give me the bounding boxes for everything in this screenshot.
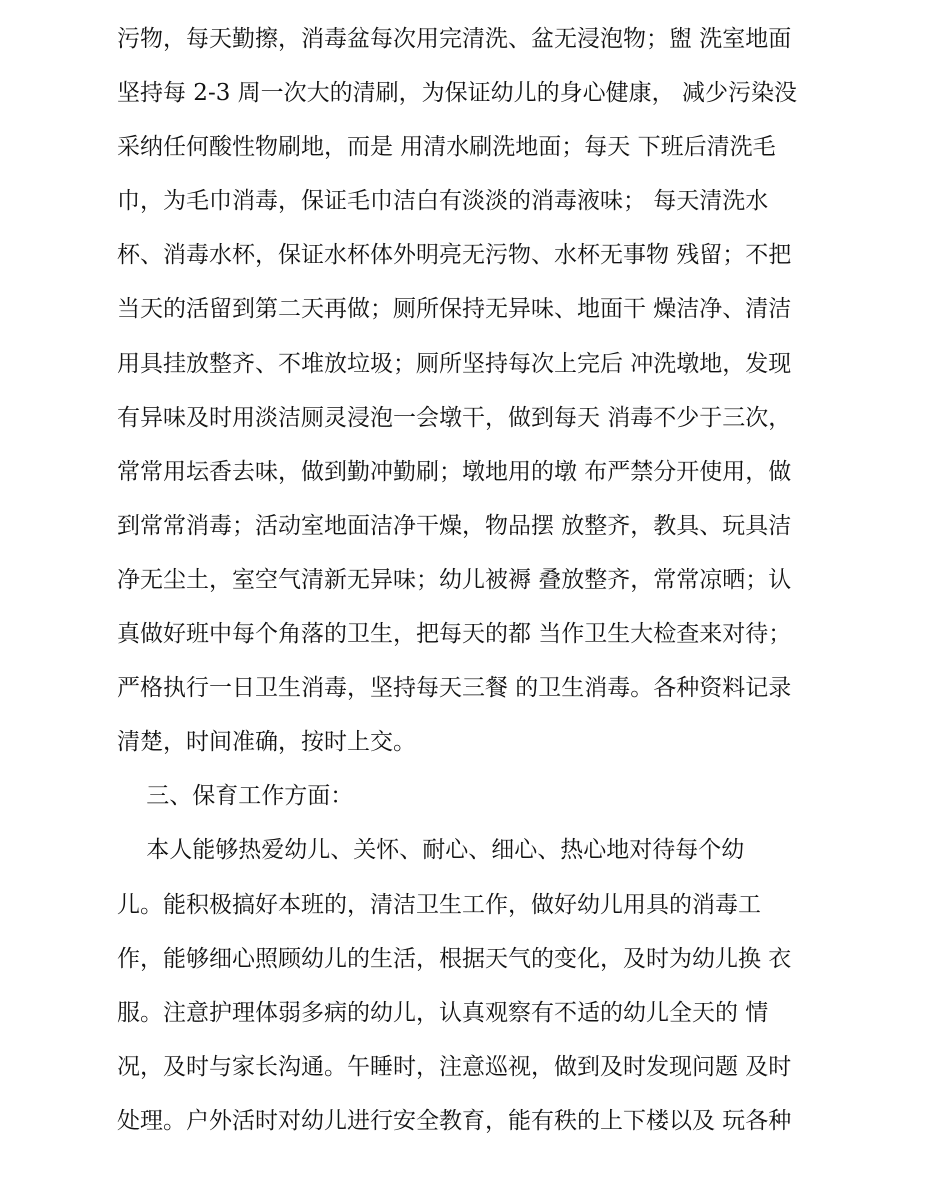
- text-line: 服。注意护理体弱多病的幼儿，认真观察有不适的幼儿全天的 情: [117, 999, 769, 1026]
- text-line: 用具挂放整齐、不堆放垃圾；厕所坚持每次上完后 冲洗墩地，发现: [117, 350, 792, 377]
- text-line: 作，能够细心照顾幼儿的生活，根据天气的变化，及时为幼儿换 衣: [117, 945, 792, 972]
- text-line: 有异味及时用淡洁厕灵浸泡一会墩干，做到每天 消毒不少于三次，: [117, 404, 792, 431]
- text-line: 严格执行一日卫生消毒，坚持每天三餐 的卫生消毒。各种资料记录: [117, 675, 792, 702]
- text-line: 真做好班中每个角落的卫生，把每天的都 当作卫生大检查来对待；: [117, 621, 792, 648]
- text-line: 清楚，时间准确，按时上交。: [117, 729, 416, 756]
- section-heading: 三、保育工作方面：: [117, 783, 354, 810]
- text-line: 采纳任何酸性物刷地，而是 用清水刷洗地面；每天 下班后清洗毛: [117, 134, 776, 161]
- text-line: 巾，为毛巾消毒，保证毛巾洁白有淡淡的消毒液味； 每天清洗水: [117, 188, 769, 215]
- text-line: 当天的活留到第二天再做；厕所保持无异味、地面干 燥洁净、清洁: [117, 296, 792, 323]
- text-line: 处理。户外活时对幼儿进行安全教育，能有秩的上下楼以及 玩各种: [117, 1107, 792, 1134]
- text-line: 况，及时与家长沟通。午睡时，注意巡视，做到及时发现问题 及时: [117, 1053, 792, 1080]
- text-line: 坚持每 2-3 周一次大的清刷，为保证幼儿的身心健康， 减少污染没: [117, 80, 797, 107]
- body-text: [117, 12, 847, 1148]
- text-line: 本人能够热爱幼儿、关怀、耐心、细心、热心地对待每个幼: [117, 837, 745, 864]
- text-line: 污物，每天勤擦，消毒盆每次用完清洗、盆无浸泡物；盥 洗室地面: [117, 26, 792, 52]
- text-line: 常常用坛香去味，做到勤冲勤刷；墩地用的墩 布严禁分开使用，做: [117, 458, 792, 485]
- text-line: 到常常消毒；活动室地面洁净干燥，物品摆 放整齐，教具、玩具洁: [117, 512, 792, 539]
- text-line: 净无尘土，室空气清新无异味；幼儿被褥 叠放整齐，常常凉晒；认: [117, 566, 792, 593]
- text-line: 杯、消毒水杯，保证水杯体外明亮无污物、水杯无事物 残留；不把: [117, 242, 792, 269]
- text-line: 儿。能积极搞好本班的，清洁卫生工作，做好幼儿用具的消毒工: [117, 891, 761, 918]
